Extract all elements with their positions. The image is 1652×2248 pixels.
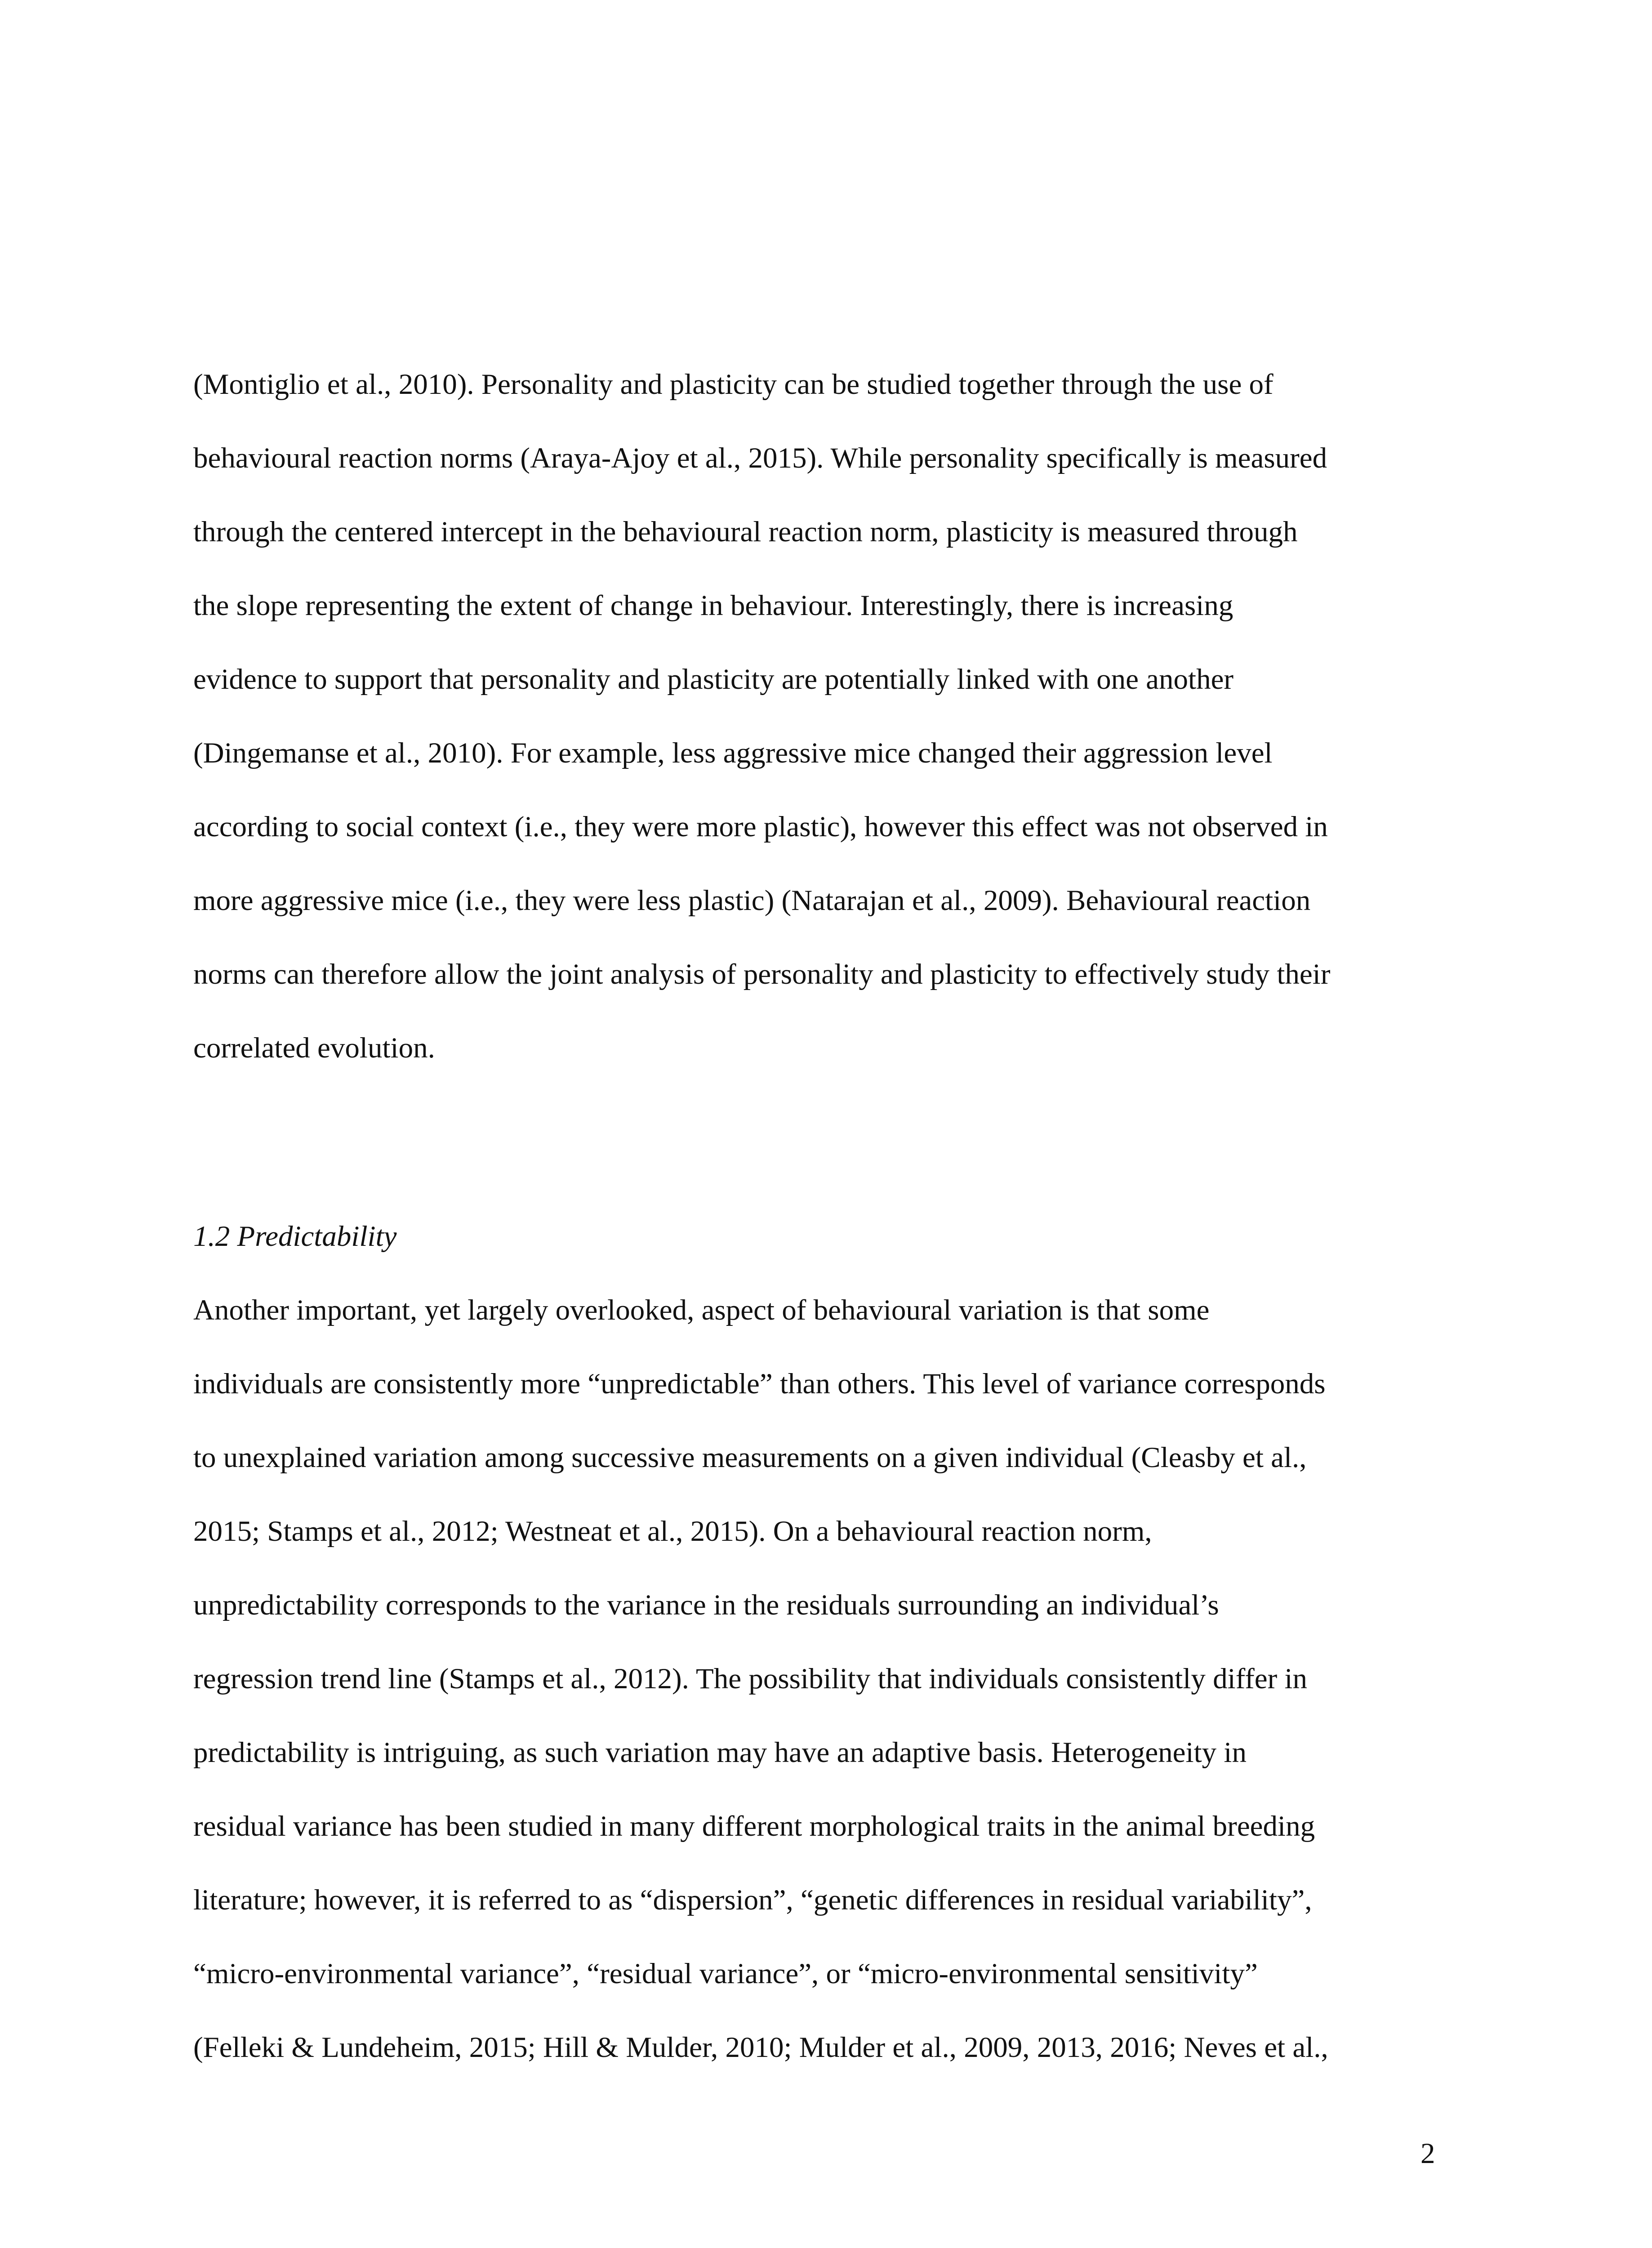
body-text-line: residual variance has been studied in many different morphological traits in the animal breeding [193, 1810, 1315, 1842]
body-text-line: (Montiglio et al., 2010). Personality and plasticity can be studied together through the use of [193, 368, 1274, 401]
body-text-line: more aggressive mice (i.e., they were less plastic) (Natarajan et al., 2009). Behavioural reaction [193, 884, 1311, 917]
body-text-line: regression trend line (Stamps et al., 2012). The possibility that individuals consistently differ in [193, 1663, 1308, 1695]
body-text-line: to unexplained variation among successive measurements on a given individual (Cleasby et al., [193, 1441, 1307, 1474]
section-heading: 1.2 Predictability [193, 1220, 397, 1253]
body-text-line: the slope representing the extent of change in behaviour. Interestingly, there is increasing [193, 589, 1233, 622]
body-text-line: literature; however, it is referred to as “dispersion”, “genetic differences in residual variability”, [193, 1884, 1312, 1916]
body-text-line: behavioural reaction norms (Araya-Ajoy et al., 2015). While personality specifically is measured [193, 442, 1327, 474]
body-text-line: (Felleki & Lundeheim, 2015; Hill & Mulder, 2010; Mulder et al., 2009, 2013, 2016; Neves et al., [193, 2031, 1328, 2064]
body-text-line: individuals are consistently more “unpredictable” than others. This level of variance corresponds [193, 1368, 1326, 1400]
page-number: 2 [1420, 2137, 1435, 2170]
body-text-line: through the centered intercept in the behavioural reaction norm, plasticity is measured through [193, 516, 1298, 548]
body-text-line: evidence to support that personality and plasticity are potentially linked with one another [193, 663, 1234, 696]
body-text-line: unpredictability corresponds to the variance in the residuals surrounding an individual’s [193, 1589, 1219, 1621]
body-text-line: Another important, yet largely overlooked, aspect of behavioural variation is that some [193, 1294, 1210, 1326]
body-text-line: predictability is intriguing, as such variation may have an adaptive basis. Heterogeneity in [193, 1736, 1247, 1769]
body-text-line: “micro-environmental variance”, “residual variance”, or “micro-environmental sensitivity” [193, 1958, 1258, 1990]
body-text-line: according to social context (i.e., they were more plastic), however this effect was not observed in [193, 811, 1328, 843]
body-text-line: norms can therefore allow the joint analysis of personality and plasticity to effectively study their [193, 958, 1331, 990]
body-text-line: (Dingemanse et al., 2010). For example, less aggressive mice changed their aggression level [193, 737, 1273, 769]
body-text-line: 2015; Stamps et al., 2012; Westneat et al., 2015). On a behavioural reaction norm, [193, 1515, 1152, 1548]
body-text-line: correlated evolution. [193, 1032, 435, 1064]
